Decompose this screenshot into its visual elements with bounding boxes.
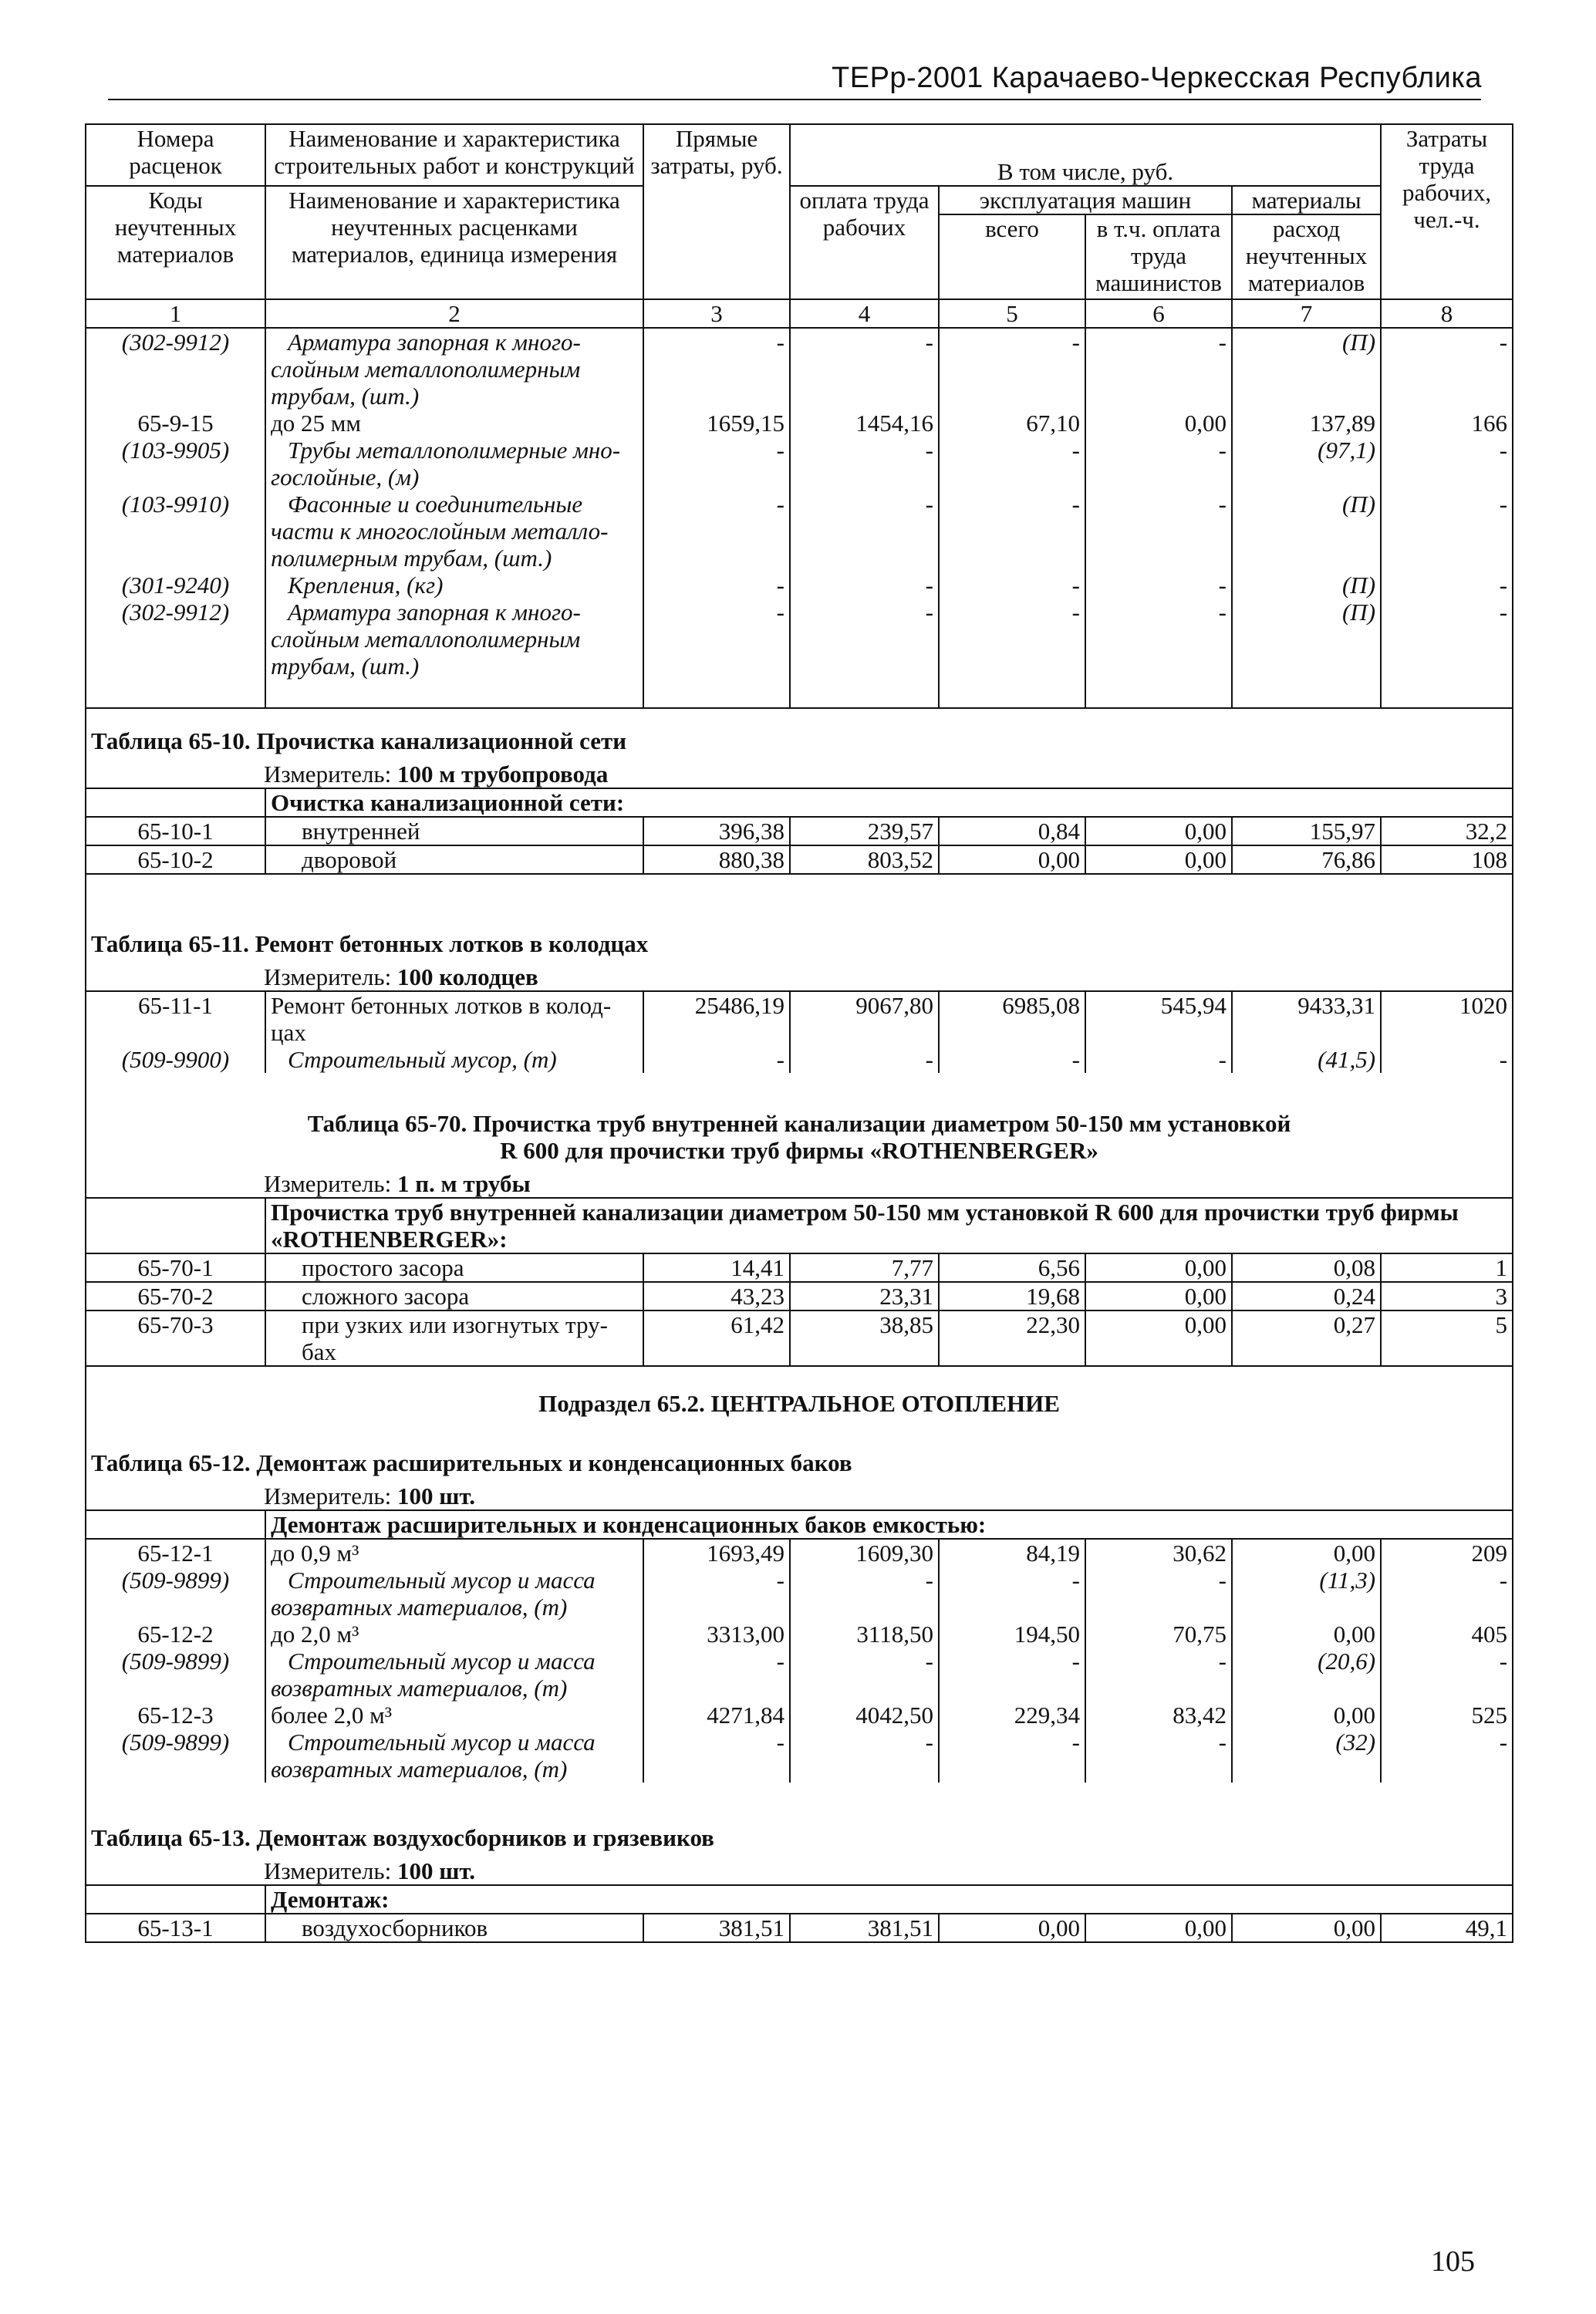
value-c3: - (643, 1729, 790, 1783)
value-c3: - (643, 491, 790, 572)
running-header: ТЕРр-2001 Карачаево-Черкесская Республика (832, 62, 1482, 94)
rate-name (265, 491, 643, 572)
value-c6: - (1085, 437, 1232, 491)
rate-name (265, 1253, 643, 1282)
value-c6: - (1085, 1567, 1232, 1621)
table-row (86, 1621, 1513, 1648)
table-65-13-title: Таблица 65-13. Демонтаж воздухосборников и грязевиков (86, 1806, 1513, 1851)
rate-name (265, 599, 643, 680)
table-65-13-group: Демонтаж: (265, 1885, 1513, 1914)
rate-name-line: возвратных материалов, (т) (271, 1756, 568, 1783)
table-65-12-group: Демонтаж расширительных и конденсационных баков емкостью: (265, 1510, 1513, 1539)
value-c7: 137,89 (1232, 410, 1381, 437)
rate-code: (302-9912) (86, 328, 265, 410)
col-number-1: 1 (86, 299, 265, 328)
value-c4: 381,51 (790, 1914, 939, 1942)
value-c8: - (1381, 1729, 1513, 1783)
value-c7: 76,86 (1232, 845, 1381, 874)
section-title: Подраздел 65.2. ЦЕНТРАЛЬНОЕ ОТОПЛЕНИЕ (86, 1366, 1513, 1431)
value-c3: 3313,00 (643, 1621, 790, 1648)
value-c6: 0,00 (1085, 1282, 1232, 1310)
rate-name-line: Строительный мусор и масса (288, 1729, 596, 1756)
value-c4: 803,52 (790, 845, 939, 874)
table-65-70-title-line1: Таблица 65-70. Прочистка труб внутренней канализации диаметром 50-150 мм установкой (307, 1110, 1291, 1137)
value-c6: 0,00 (1085, 1253, 1232, 1282)
rate-name-line: простого засора (302, 1254, 464, 1281)
value-c5: 0,84 (939, 817, 1085, 845)
value-c4: 1454,16 (790, 410, 939, 437)
value-c8: 166 (1381, 410, 1513, 437)
table-row (86, 845, 1513, 874)
rate-name-line: сложного засора (302, 1283, 470, 1310)
rate-name: внутренней (265, 817, 643, 845)
table-65-70-title (86, 1110, 1513, 1164)
value-c6: - (1085, 491, 1232, 572)
value-c5: - (939, 1729, 1085, 1783)
table-65-70-title-line2: R 600 для прочистки труб фирмы «ROTHENBERGER» (500, 1137, 1098, 1164)
value-c3: 1693,49 (643, 1539, 790, 1567)
hdr-col7: расход неучтенных материалов (1232, 214, 1381, 299)
rate-code: (103-9910) (86, 491, 265, 572)
value-c5: - (939, 572, 1085, 599)
hdr-col5: всего (939, 214, 1085, 299)
table-65-11-measure (86, 957, 1513, 991)
rate-code: (302-9912) (86, 599, 265, 680)
table-row (86, 572, 1513, 599)
value-c4: - (790, 599, 939, 680)
table-row (86, 1046, 1513, 1073)
value-c6: 0,00 (1085, 845, 1232, 874)
value-c8: - (1381, 328, 1513, 410)
rate-name-line: при узких или изогнутых тру- (302, 1311, 608, 1338)
value-c3: 43,23 (643, 1282, 790, 1310)
value-c8: 525 (1381, 1702, 1513, 1729)
rate-code: 65-12-3 (86, 1702, 265, 1729)
value-c5: 67,10 (939, 410, 1085, 437)
table-65-13-measure (86, 1851, 1513, 1885)
hdr-col3: Прямые затраты, руб. (643, 124, 790, 299)
value-c8: 3 (1381, 1282, 1513, 1310)
rate-name-line: Строительный мусор и масса (288, 1567, 596, 1594)
rate-name-line: более 2,0 м³ (271, 1702, 393, 1729)
rate-name (265, 1914, 643, 1942)
rate-code: 65-12-1 (86, 1539, 265, 1567)
col-number-6: 6 (1085, 299, 1232, 328)
hdr-col2-bottom: Наименование и характеристика неучтенных расценками материалов, единица измерения (265, 186, 643, 299)
rate-name-line: Ремонт бетонных лотков в колод- (271, 992, 612, 1019)
table-row (86, 1702, 1513, 1729)
rate-name-line: трубам, (шт.) (271, 383, 420, 410)
value-c3: 14,41 (643, 1253, 790, 1282)
value-c7: (П) (1232, 599, 1381, 680)
table-65-10-measure (86, 754, 1513, 788)
value-c4: - (790, 491, 939, 572)
value-c8: - (1381, 572, 1513, 599)
rate-name (265, 410, 643, 437)
value-c7: 0,00 (1232, 1702, 1381, 1729)
value-c4: - (790, 437, 939, 491)
rate-name-line: Арматура запорная к много- (288, 599, 581, 626)
value-c5: 22,30 (939, 1310, 1085, 1366)
value-c8: 1020 (1381, 991, 1513, 1046)
value-c4: 7,77 (790, 1253, 939, 1282)
rate-name (265, 991, 643, 1046)
table-row (86, 491, 1513, 572)
rate-name-line: Строительный мусор, (т) (288, 1046, 557, 1073)
rate-name-line: воздухосборников (302, 1914, 488, 1941)
rate-name-line: возвратных материалов, (т) (271, 1675, 568, 1702)
value-c8: 1 (1381, 1253, 1513, 1282)
table-row (86, 1539, 1513, 1567)
value-c3: 1659,15 (643, 410, 790, 437)
col-number-8: 8 (1381, 299, 1513, 328)
value-c3: 61,42 (643, 1310, 790, 1366)
measure-label: Измеритель: (264, 1170, 392, 1197)
rate-name-line: Фасонные и соединительные (288, 491, 583, 518)
rate-name-line: слойным металлополимерным (271, 626, 581, 653)
value-c3: - (643, 1567, 790, 1621)
header-row-2 (86, 186, 1513, 214)
rate-code: 65-13-1 (86, 1914, 265, 1942)
hdr-col1-top: Номера расценок (86, 124, 265, 186)
value-c4: 9067,80 (790, 991, 939, 1046)
value-c5: 0,00 (939, 845, 1085, 874)
rate-name-line: трубам, (шт.) (271, 653, 420, 680)
value-c3: - (643, 437, 790, 491)
value-c3: 4271,84 (643, 1702, 790, 1729)
table-row (86, 1253, 1513, 1282)
value-c8: - (1381, 437, 1513, 491)
rate-name-line: бах (302, 1338, 337, 1365)
value-c7: 9433,31 (1232, 991, 1381, 1046)
price-table (85, 123, 1513, 1943)
rate-name-line: до 25 мм (271, 410, 362, 437)
value-c8: 5 (1381, 1310, 1513, 1366)
value-c6: 545,94 (1085, 991, 1232, 1046)
rate-name (265, 1046, 643, 1073)
value-c7: (97,1) (1232, 437, 1381, 491)
value-c8: 209 (1381, 1539, 1513, 1567)
rate-code: (509-9899) (86, 1567, 265, 1621)
value-c7: 0,00 (1232, 1621, 1381, 1648)
value-c8: 32,2 (1381, 817, 1513, 845)
rate-code: 65-70-2 (86, 1282, 265, 1310)
value-c7: 0,08 (1232, 1253, 1381, 1282)
rate-code: 65-12-2 (86, 1621, 265, 1648)
table-65-13 (86, 1806, 1513, 1914)
hdr-col2-top: Наименование и характеристика строительных работ и конструкций (265, 124, 643, 186)
value-c6: 0,00 (1085, 410, 1232, 437)
table-65-12-rows (86, 1539, 1513, 1783)
value-c5: - (939, 1648, 1085, 1702)
header-row-1 (86, 124, 1513, 186)
rate-code: (103-9905) (86, 437, 265, 491)
value-c3: 381,51 (643, 1914, 790, 1942)
value-c5: 6,56 (939, 1253, 1085, 1282)
table-65-70-measure (86, 1164, 1513, 1198)
table-65-10-rows (86, 817, 1513, 874)
value-c7: 0,00 (1232, 1539, 1381, 1567)
value-c6: 30,62 (1085, 1539, 1232, 1567)
value-c7: 155,97 (1232, 817, 1381, 845)
rate-code: (509-9900) (86, 1046, 265, 1073)
hdr-col4: оплата труда рабочих (790, 186, 939, 299)
table-65-10 (86, 708, 1513, 817)
rate-name-line: гослойные, (м) (271, 464, 420, 491)
table-row (86, 1282, 1513, 1310)
table-row (86, 1310, 1513, 1366)
rate-name (265, 572, 643, 599)
value-c4: 38,85 (790, 1310, 939, 1366)
table-65-12 (86, 1431, 1513, 1539)
table-row (86, 1729, 1513, 1783)
rate-code: 65-10-2 (86, 845, 265, 874)
spacer-row (86, 680, 1513, 708)
value-c5: 229,34 (939, 1702, 1085, 1729)
measure-value: 100 м трубопровода (396, 761, 609, 788)
value-c8: - (1381, 1567, 1513, 1621)
page-number: 105 (1431, 2245, 1475, 2278)
rate-name (265, 1702, 643, 1729)
value-c7: 0,24 (1232, 1282, 1381, 1310)
rate-code: 65-11-1 (86, 991, 265, 1046)
rate-code: (301-9240) (86, 572, 265, 599)
column-numbers-row (86, 299, 1513, 328)
measure-value: 100 шт. (396, 1483, 476, 1509)
measure-label: Измеритель: (264, 963, 392, 990)
value-c3: - (643, 572, 790, 599)
measure-label: Измеритель: (264, 1857, 392, 1884)
col-number-4: 4 (790, 299, 939, 328)
table-row (86, 410, 1513, 437)
rate-name-line: слойным металлополимерным (271, 356, 581, 383)
table-row (86, 599, 1513, 680)
value-c7: (41,5) (1232, 1046, 1381, 1073)
value-c5: 84,19 (939, 1539, 1085, 1567)
hdr-col6: в т.ч. оплата труда машинистов (1085, 214, 1232, 299)
value-c6: - (1085, 1648, 1232, 1702)
value-c4: - (790, 1729, 939, 1783)
continuation-rows (86, 328, 1513, 680)
table-65-11-rows (86, 991, 1513, 1073)
value-c3: 25486,19 (643, 991, 790, 1046)
value-c7: 0,00 (1232, 1914, 1381, 1942)
value-c7: (П) (1232, 491, 1381, 572)
value-c5: - (939, 1567, 1085, 1621)
value-c4: 23,31 (790, 1282, 939, 1310)
rate-name (265, 1648, 643, 1702)
value-c6: 0,00 (1085, 1914, 1232, 1942)
rate-name-line: Крепления, (кг) (288, 572, 444, 599)
rate-code: 65-10-1 (86, 817, 265, 845)
value-c6: - (1085, 1046, 1232, 1073)
hdr-group-machines: эксплуатация машин (939, 186, 1232, 214)
value-c8: 405 (1381, 1621, 1513, 1648)
value-c8: - (1381, 1648, 1513, 1702)
col-number-3: 3 (643, 299, 790, 328)
header-rule (108, 99, 1481, 100)
value-c3: - (643, 599, 790, 680)
measure-label: Измеритель: (264, 761, 392, 788)
table-row (86, 1567, 1513, 1621)
rate-name (265, 1310, 643, 1366)
value-c7: (20,6) (1232, 1648, 1381, 1702)
table-row (86, 817, 1513, 845)
rate-name-line: Трубы металлополимерные мно- (288, 437, 621, 464)
value-c5: - (939, 437, 1085, 491)
rate-name-line: до 0,9 м³ (271, 1540, 359, 1567)
rate-code: 65-70-3 (86, 1310, 265, 1366)
table-65-11 (86, 912, 1513, 991)
value-c7: (П) (1232, 328, 1381, 410)
value-c4: 3118,50 (790, 1621, 939, 1648)
measure-value: 100 колодцев (396, 963, 538, 990)
table-65-10-title: Таблица 65-10. Прочистка канализационной сети (86, 708, 1513, 754)
value-c5: 19,68 (939, 1282, 1085, 1310)
value-c8: 108 (1381, 845, 1513, 874)
value-c6: 0,00 (1085, 817, 1232, 845)
value-c8: - (1381, 1046, 1513, 1073)
value-c3: 396,38 (643, 817, 790, 845)
rate-name (265, 1729, 643, 1783)
value-c4: - (790, 572, 939, 599)
rate-name (265, 1539, 643, 1567)
value-c5: 6985,08 (939, 991, 1085, 1046)
value-c6: 83,42 (1085, 1702, 1232, 1729)
value-c5: 194,50 (939, 1621, 1085, 1648)
table-65-70-group: Прочистка труб внутренней канализации диаметром 50-150 мм установкой R 600 для прочистки труб фирмы «ROTHENBERGER»: (265, 1198, 1513, 1253)
measure-value: 100 шт. (396, 1857, 476, 1884)
rate-code: 65-70-1 (86, 1253, 265, 1282)
measure-value: 1 п. м трубы (396, 1170, 531, 1197)
rate-name-line: полимерным трубам, (шт.) (271, 545, 552, 572)
rate-code: (509-9899) (86, 1648, 265, 1702)
rate-name-line: части к многослойным металло- (271, 518, 609, 545)
hdr-col8: Затраты труда рабочих, чел.-ч. (1381, 124, 1513, 299)
rate-name-line: Арматура запорная к много- (288, 329, 581, 356)
hdr-col1-bottom: Коды неучтенных материалов (86, 186, 265, 299)
value-c6: - (1085, 1729, 1232, 1783)
table-row (86, 437, 1513, 491)
rate-code: (509-9899) (86, 1729, 265, 1783)
table-65-11-title: Таблица 65-11. Ремонт бетонных лотков в колодцах (86, 912, 1513, 957)
value-c4: - (790, 1567, 939, 1621)
value-c8: - (1381, 491, 1513, 572)
value-c5: - (939, 599, 1085, 680)
rate-name (265, 1567, 643, 1621)
value-c5: - (939, 1046, 1085, 1073)
rate-name (265, 328, 643, 410)
value-c8: - (1381, 599, 1513, 680)
value-c6: - (1085, 328, 1232, 410)
value-c3: - (643, 328, 790, 410)
rate-name (265, 437, 643, 491)
table-65-12-title: Таблица 65-12. Демонтаж расширительных и конденсационных баков (86, 1431, 1513, 1476)
col-number-2: 2 (265, 299, 643, 328)
value-c6: 0,00 (1085, 1310, 1232, 1366)
table-row (86, 1648, 1513, 1702)
rate-code: 65-9-15 (86, 410, 265, 437)
value-c5: - (939, 491, 1085, 572)
table-65-12-measure (86, 1476, 1513, 1510)
rate-name-line: возвратных материалов, (т) (271, 1594, 568, 1621)
table-65-70-rows (86, 1253, 1513, 1366)
rate-name: дворовой (265, 845, 643, 874)
value-c8: 49,1 (1381, 1914, 1513, 1942)
rate-name-line: Строительный мусор и масса (288, 1648, 596, 1675)
table-65-13-rows (86, 1914, 1513, 1942)
value-c5: 0,00 (939, 1914, 1085, 1942)
value-c6: 70,75 (1085, 1621, 1232, 1648)
value-c6: - (1085, 572, 1232, 599)
value-c4: 1609,30 (790, 1539, 939, 1567)
value-c6: - (1085, 599, 1232, 680)
table-65-70 (86, 1110, 1513, 1253)
table-row (86, 991, 1513, 1046)
value-c4: 239,57 (790, 817, 939, 845)
value-c4: - (790, 328, 939, 410)
rate-name-line: цах (271, 1019, 306, 1046)
value-c4: - (790, 1046, 939, 1073)
value-c7: (П) (1232, 572, 1381, 599)
value-c4: - (790, 1648, 939, 1702)
measure-label: Измеритель: (264, 1483, 392, 1509)
hdr-group-incl: В том числе, руб. (790, 124, 1381, 186)
rate-name (265, 1282, 643, 1310)
value-c7: (32) (1232, 1729, 1381, 1783)
hdr-group-materials: материалы (1232, 186, 1381, 214)
value-c4: 4042,50 (790, 1702, 939, 1729)
value-c3: - (643, 1648, 790, 1702)
value-c3: 880,38 (643, 845, 790, 874)
table-65-10-group: Очистка канализационной сети: (265, 788, 1513, 817)
table-row (86, 328, 1513, 410)
value-c5: - (939, 328, 1085, 410)
value-c7: 0,27 (1232, 1310, 1381, 1366)
rate-name (265, 1621, 643, 1648)
table-row (86, 1914, 1513, 1942)
value-c3: - (643, 1046, 790, 1073)
value-c7: (11,3) (1232, 1567, 1381, 1621)
col-number-7: 7 (1232, 299, 1381, 328)
rate-name-line: до 2,0 м³ (271, 1621, 359, 1648)
col-number-5: 5 (939, 299, 1085, 328)
